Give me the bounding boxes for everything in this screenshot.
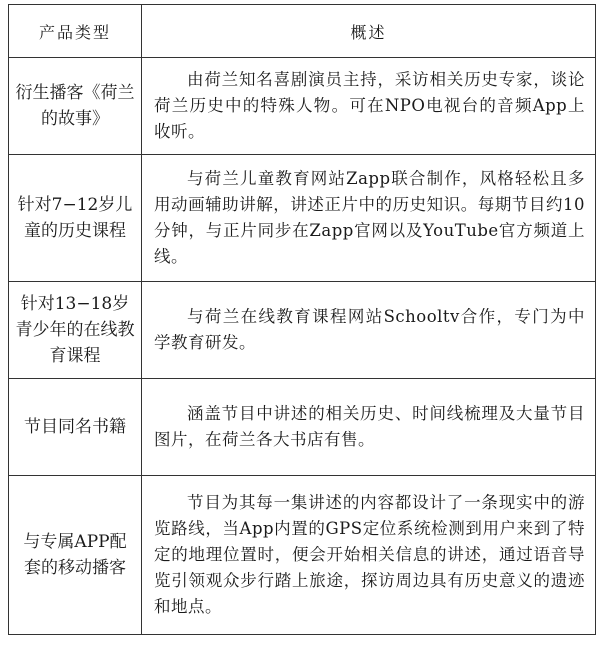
overview-text: 由荷兰知名喜剧演员主持，采访相关历史专家，谈论荷兰历史中的特殊人物。可在NPO电视台的音频App上收听。 xyxy=(154,70,585,141)
overview-text: 与荷兰儿童教育网站Zapp联合制作，风格轻松且多用动画辅助讲解，讲述正片中的历史知识。每期节目约10分钟，与正片同步在Zapp官网以及YouTube官方频道上线。 xyxy=(154,169,585,266)
overview-cell xyxy=(142,282,596,379)
header-overview: 概述 xyxy=(142,5,596,58)
product-type-cell: 节目同名书籍 xyxy=(9,379,142,476)
table-row xyxy=(9,155,596,282)
table-row xyxy=(9,58,596,155)
header-product-type: 产品类型 xyxy=(9,5,142,58)
product-overview-table xyxy=(8,4,596,635)
table-row xyxy=(9,379,596,476)
overview-cell xyxy=(142,58,596,155)
table-row xyxy=(9,476,596,635)
product-type-cell: 针对7−12岁儿童的历史课程 xyxy=(9,155,142,282)
overview-cell xyxy=(142,155,596,282)
product-type-cell: 衍生播客《荷兰的故事》 xyxy=(9,58,142,155)
overview-cell xyxy=(142,379,596,476)
product-type-cell: 针对13−18岁青少年的在线教育课程 xyxy=(9,282,142,379)
overview-cell xyxy=(142,476,596,635)
overview-text: 与荷兰在线教育课程网站Schooltv合作，专门为中学教育研发。 xyxy=(154,307,585,352)
table-header-row xyxy=(9,5,596,58)
table-row xyxy=(9,282,596,379)
overview-text: 涵盖节目中讲述的相关历史、时间线梳理及大量节目图片，在荷兰各大书店有售。 xyxy=(154,404,585,449)
overview-text: 节目为其每一集讲述的内容都设计了一条现实中的游览路线，当App内置的GPS定位系统检测到用户来到了特定的地理位置时，便会开始相关信息的讲述，通过语音导览引领观众步行踏上旅途，探访周边具有历史意义的遗迹和地点。 xyxy=(154,493,585,616)
product-type-cell: 与专属APP配套的移动播客 xyxy=(9,476,142,635)
